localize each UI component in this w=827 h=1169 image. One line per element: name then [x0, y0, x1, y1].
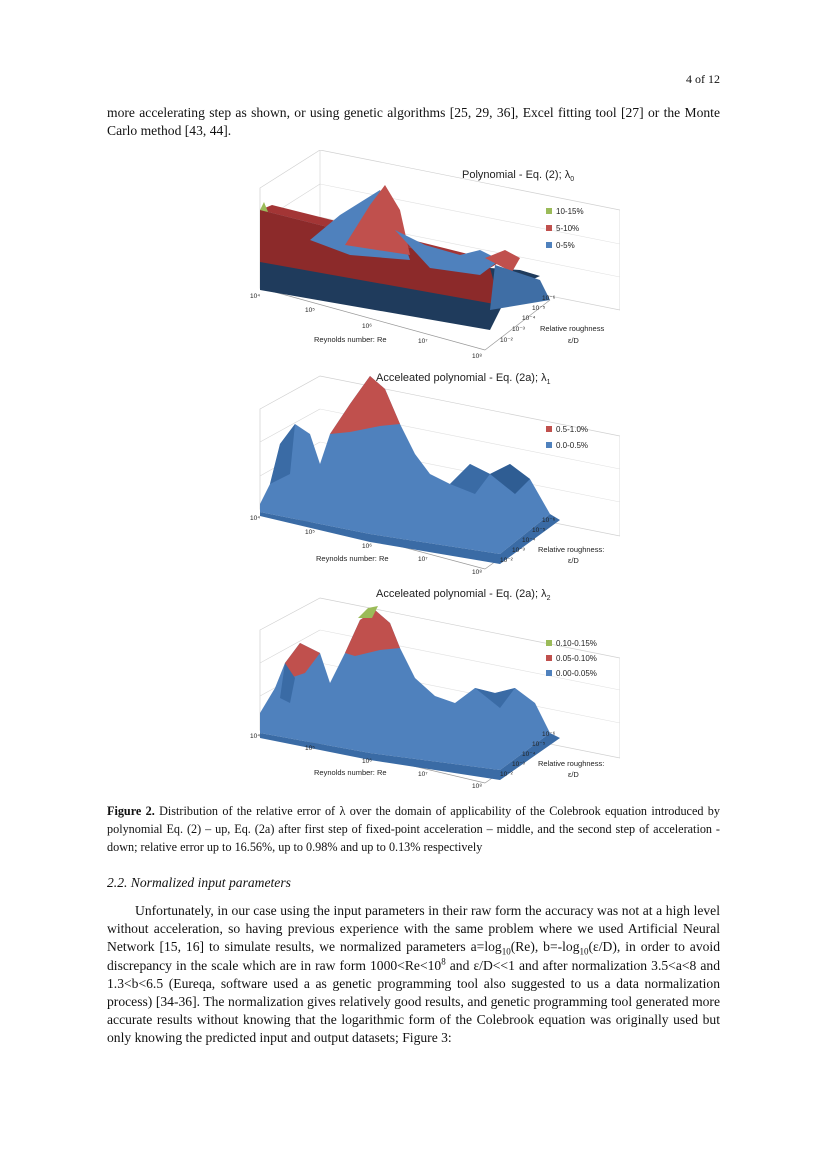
legend-label: 10-15%	[556, 207, 584, 216]
surface-plot-lambda1	[250, 364, 620, 576]
y-tick-3: 10⁻⁴	[522, 315, 536, 322]
legend-swatch-green	[546, 640, 552, 646]
x-tick-3: 10⁶	[362, 758, 372, 765]
x-tick-5: 10⁸	[472, 569, 482, 576]
legend-swatch-blue	[546, 670, 552, 676]
figure-panel-lambda1	[250, 364, 620, 576]
body-text: and ε/D<<1 and after normalization 3.5<a<8 and 1.3<b<6.5 (Eureqa, software used a as genetic programming tool also suggested to us a data normalization process) [34-36]. The normalization gives relatively good results, and genetic programming tool generated more accurate results without knowing that the logarithmic form of the Colebrook equation was originally used but only knowing the predicted input and output datasets; Figure 3:	[107, 957, 720, 1046]
legend-swatch-red	[546, 655, 552, 661]
caption-text: Distribution of the relative error of λ over the domain of applicability of the Colebrook equation introduced by polynomial Eq. (2) – up, Eq. (2a) after first step of fixed-point acceleration – middle, and the second step of acceleration - down; relative error up to 16.56%, up to 0.98% and up to 0.13% respectively	[107, 804, 720, 854]
y-tick-4: 10⁻³	[512, 761, 525, 768]
legend-label: 0.0-0.5%	[556, 441, 589, 450]
figure-panel-lambda2	[250, 578, 620, 790]
x-axis-label: Reynolds number: Re	[314, 768, 387, 777]
y-tick-1: 10⁻⁶	[542, 295, 556, 302]
x-tick-1: 10⁴	[250, 515, 261, 522]
legend-label: 0.00-0.05%	[556, 669, 597, 678]
y-axis-label: Relative roughness:	[538, 545, 605, 554]
y-axis-label-unit: ε/D	[568, 336, 579, 345]
x-tick-5: 10⁸	[472, 783, 482, 790]
y-axis-label-unit: ε/D	[568, 556, 579, 565]
y-tick-1: 10⁻⁶	[542, 731, 556, 738]
page-number: 4 of 12	[686, 72, 720, 86]
y-tick-5: 10⁻²	[500, 337, 513, 344]
body-text: Unfortunately, in our case using the input parameters in their raw form the accuracy was not at a high level without acceleration, so having previous experience with the same problem where we used Artificial Neural Network [15, 16] to simulate results, we normalized parameters a=log	[107, 903, 720, 955]
legend-swatch-green	[546, 208, 552, 214]
panel-title: Acceleated polynomial - Eq. (2a); $\lambda_1$	[376, 372, 551, 386]
y-tick-2: 10⁻⁵	[532, 741, 546, 748]
y-tick-5: 10⁻²	[500, 771, 513, 778]
figure-panel-lambda0	[250, 150, 620, 362]
legend-label: 0-5%	[556, 241, 575, 250]
y-tick-1: 10⁻⁶	[542, 517, 556, 524]
x-tick-2: 10⁵	[305, 529, 315, 536]
y-tick-3: 10⁻⁴	[522, 537, 536, 544]
superscript: 8	[441, 956, 446, 967]
y-tick-3: 10⁻⁴	[522, 751, 536, 758]
legend-label: 0.05-0.10%	[556, 654, 597, 663]
section-heading: 2.2. Normalized input parameters	[107, 875, 291, 890]
legend-swatch-blue	[546, 242, 552, 248]
legend-label: 0.5-1.0%	[556, 425, 589, 434]
y-tick-4: 10⁻³	[512, 326, 525, 333]
x-tick-4: 10⁷	[418, 338, 428, 345]
x-tick-2: 10⁵	[305, 745, 315, 752]
body-text: (Re), b=-log	[510, 939, 580, 955]
y-axis-label: Relative roughness	[540, 324, 605, 333]
x-tick-5: 10⁸	[472, 353, 482, 360]
legend-label: 0.10-0.15%	[556, 639, 597, 648]
legend-swatch-blue	[546, 442, 552, 448]
legend-swatch-red	[546, 225, 552, 231]
y-tick-5: 10⁻²	[500, 557, 513, 564]
x-tick-4: 10⁷	[418, 556, 428, 563]
subscript: 10	[579, 947, 589, 958]
y-tick-2: 10⁻⁵	[532, 527, 546, 534]
figure-caption	[107, 802, 720, 856]
panel-title: Acceleated polynomial - Eq. (2a); $\lambda_2$	[376, 588, 551, 602]
x-tick-3: 10⁶	[362, 543, 372, 550]
figure-2	[250, 150, 620, 790]
y-axis-label: Relative roughness:	[538, 759, 605, 768]
x-axis-label: Reynolds number: Re	[316, 554, 389, 563]
surface-plot-lambda0	[250, 150, 620, 362]
y-axis-label-unit: ε/D	[568, 770, 579, 779]
y-tick-2: 10⁻⁵	[532, 305, 546, 312]
x-tick-2: 10⁵	[305, 307, 315, 314]
x-tick-1: 10⁴	[250, 293, 261, 300]
legend-label: 5-10%	[556, 224, 580, 233]
x-tick-4: 10⁷	[418, 771, 428, 778]
x-tick-3: 10⁶	[362, 323, 372, 330]
body-text: (ε/D), in order to avoid discrepancy in the scale which are in raw form 1000<Re<10	[107, 939, 720, 973]
caption-label: Figure 2.	[107, 804, 155, 818]
x-tick-1: 10⁴	[250, 733, 261, 740]
panel-title: Polynomial - Eq. (2); $\lambda_0$	[462, 169, 575, 183]
surface-plot-lambda2	[250, 578, 620, 790]
y-tick-4: 10⁻³	[512, 547, 525, 554]
body-paragraph	[107, 902, 720, 1048]
x-axis-label: Reynolds number: Re	[314, 335, 387, 344]
legend-swatch-red	[546, 426, 552, 432]
subscript: 10	[501, 947, 511, 958]
intro-paragraph: more accelerating step as shown, or using genetic algorithms [25, 29, 36], Excel fitting tool [27] or the Monte Carlo method [43, 44].	[107, 105, 720, 139]
